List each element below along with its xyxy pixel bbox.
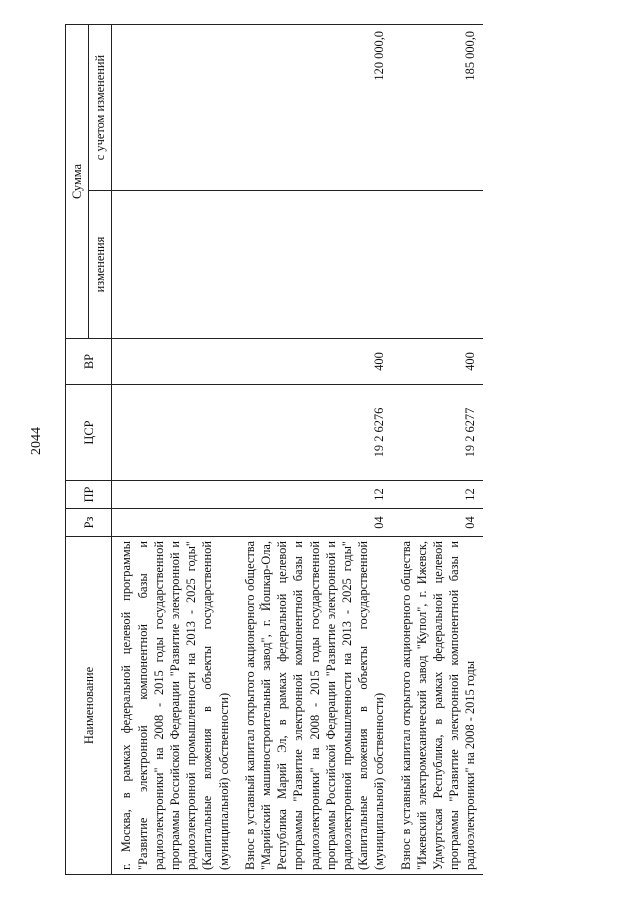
header-sum: Сумма — [66, 25, 89, 339]
header-name: Наименование — [66, 537, 112, 875]
table-row — [112, 25, 236, 875]
row-rz — [112, 509, 236, 537]
row-with-changes: 185 000,0 — [392, 25, 483, 191]
row-changes — [392, 191, 483, 339]
header-pr: ПР — [66, 481, 112, 509]
row-vr: 400 — [392, 339, 483, 385]
row-csr: 19 2 6276 — [236, 385, 392, 481]
row-with-changes: 120 000,0 — [236, 25, 392, 191]
row-pr: 12 — [236, 481, 392, 509]
row-name: Взнос в уставный капитал открытого акционерного общества "Ижевский электромеханический завод "Купол", г. Ижевск, Удмуртская Республика, в рамках федеральной целевой программы "Развитие электронной компонентной базы и радиоэлектроники" на 2008 - 2015 годы — [392, 537, 483, 875]
row-pr — [112, 481, 236, 509]
row-name: г. Москва, в рамках федеральной целевой программы "Развитие электронной компонентной базы и радиоэлектроники" на 2008 - 2015 годы государственной программы Российской Федерации "Развитие электронной и радиоэлектронной промышленности на 2013 - 2025 годы" (Капитальные вложения в объекты государственной (муниципальной) собственности) — [112, 537, 236, 875]
page-number: 2044 — [29, 427, 44, 455]
budget-table — [65, 24, 483, 875]
header-rz: Рз — [66, 509, 112, 537]
row-changes — [236, 191, 392, 339]
row-rz: 04 — [392, 509, 483, 537]
row-changes — [112, 191, 236, 339]
table-row — [392, 25, 483, 875]
row-name: Взнос в уставный капитал открытого акционерного общества "Марийский машиностроительный завод", г. Йошкар-Ола, Республика Марий Эл, в рамках федеральной целевой программы "Развитие электронной компонентной базы и радиоэлектроники" на 2008 - 2015 годы государственной программы Российской Федерации "Развитие электронной и радиоэлектронной промышленности на 2013 - 2025 годы" (Капитальные вложения в объекты государственной (муниципальной) собственности) — [236, 537, 392, 875]
row-pr: 12 — [392, 481, 483, 509]
rotated-page — [29, 25, 610, 875]
row-rz: 04 — [236, 509, 392, 537]
table-row — [236, 25, 392, 875]
row-csr: 19 2 6277 — [392, 385, 483, 481]
row-vr — [112, 339, 236, 385]
row-with-changes — [112, 25, 236, 191]
header-vr: ВР — [66, 339, 112, 385]
header-csr: ЦСР — [66, 385, 112, 481]
row-vr: 400 — [236, 339, 392, 385]
row-csr — [112, 385, 236, 481]
header-with-changes: с учетом изменений — [89, 25, 112, 191]
header-changes: изменения — [89, 191, 112, 339]
